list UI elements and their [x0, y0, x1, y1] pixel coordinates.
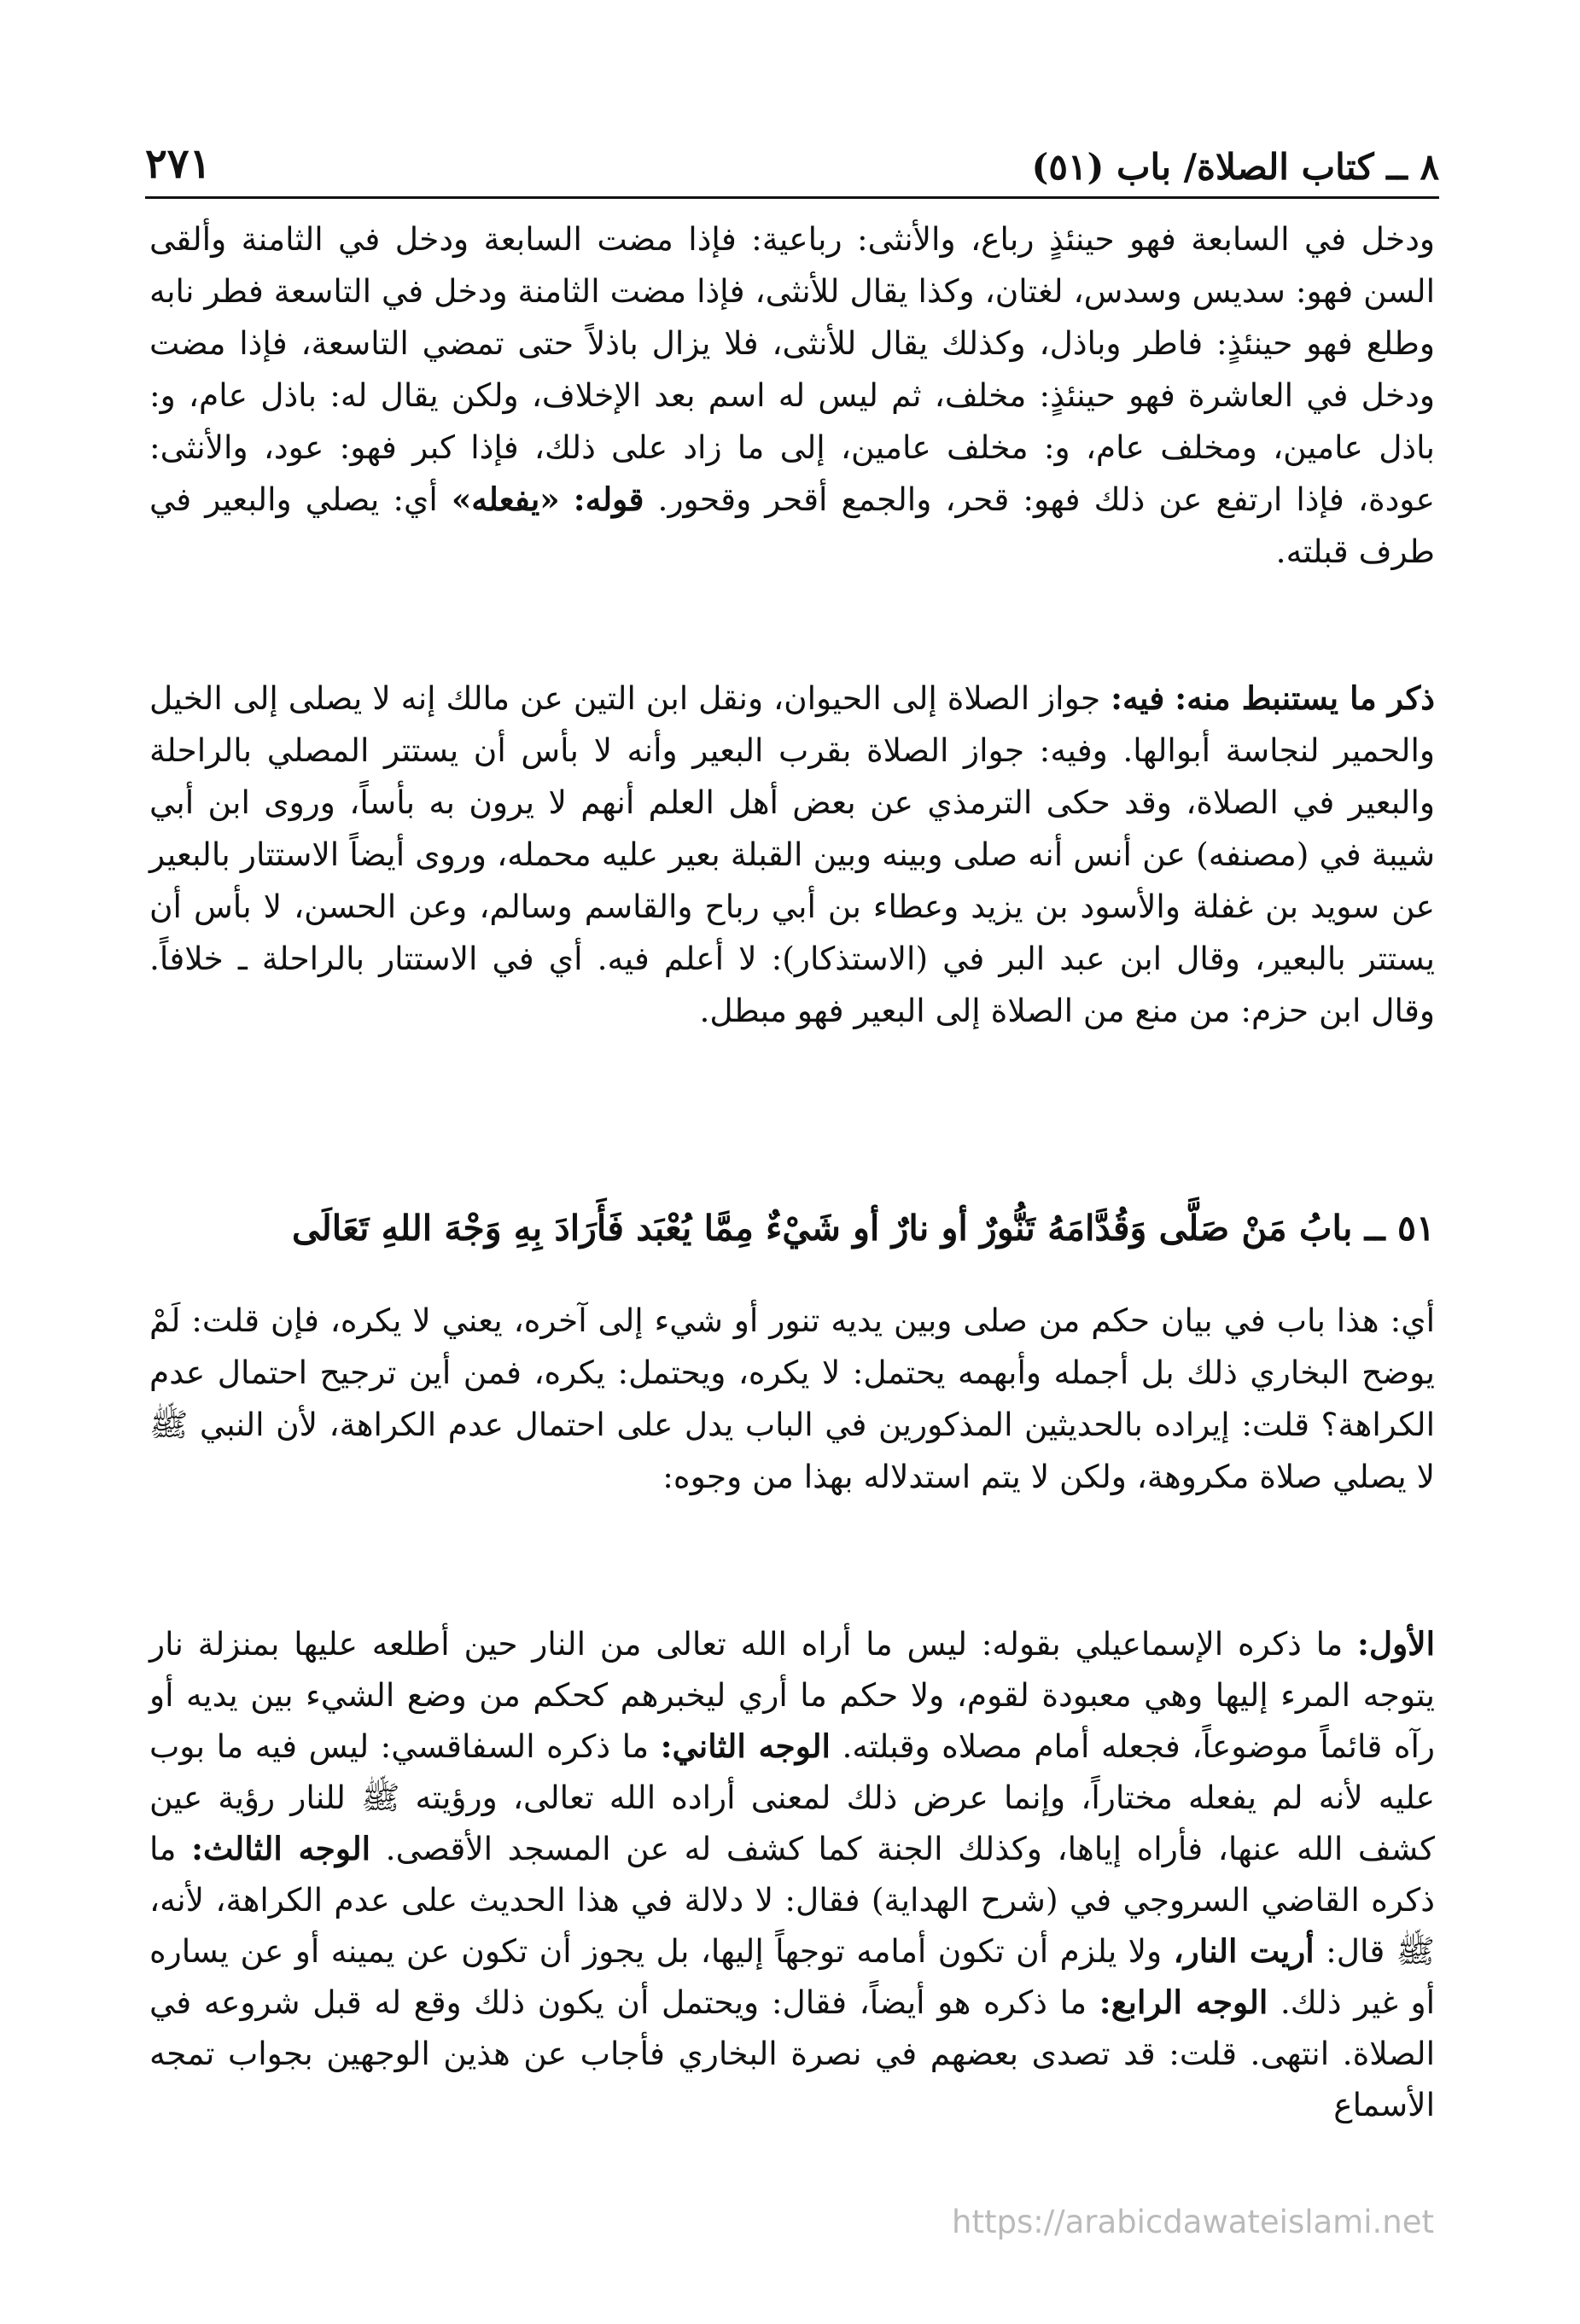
- paragraph-text: أي: يصلي والبعير في طرف قبلته.: [149, 481, 1435, 570]
- paragraph-deductions: [149, 673, 1435, 1037]
- section-label: ذكر ما يستنبط منه:: [1175, 679, 1435, 717]
- running-header: [145, 128, 1439, 199]
- chapter-heading: ٥١ ــ بابُ مَنْ صَلَّى وَقُدَّامَهُ تَنُّورٌ أو نارٌ أو شَيْءٌ مِمَّا يُعْبَد فَأَرَادَ بِهِ وَجْهَ اللهِ تَعَالَى: [292, 1208, 1435, 1249]
- paragraph-text: ما ذكره الإسماعيلي بقوله: ليس ما أراه الله تعالى من النار حين أطلعه عليها بمنزلة نار يتوجه المرء إليها وهي معبودة لقوم، ولا حكم ما أري ليخبرهم كحكم من وضع الشيء بين يديه أو رآه قائماً موضوعاً، فجعله أمام مصلاه وقبلته.: [149, 1625, 1436, 1765]
- aspect-label-second: الوجه الثاني:: [660, 1727, 831, 1765]
- aspect-label-first: الأول:: [1356, 1625, 1435, 1663]
- paragraph-text: جواز الصلاة إلى الحيوان، ونقل ابن التين عن مالك إنه لا يصلى إلى الخيل والحمير لنجاسة أبوالها. وفيه: جواز الصلاة بقرب البعير وأنه لا بأس أن يستتر المصلي بالراحلة والبعير في الصلاة، وقد حكى الترمذي عن بعض أهل العلم أنهم لا يرون به بأساً، وروى ابن أبي شيبة في (مصنفه) عن أنس أنه صلى وبينه وبين القبلة بعير عليه محمله، وروى أيضاً الاستتار بالبعير عن سويد بن غفلة والأسود بن يزيد وعطاء بن أبي رباح والقاسم وسالم، وعن الحسن، لا بأس أن يستتر بالبعير، وقال ابن عبد البر في (الاستذكار): لا أعلم فيه. أي في الاستتار بالراحلة ـ خلافاً. وقال ابن حزم: من منع من الصلاة إلى البعير فهو مبطل.: [149, 679, 1435, 1029]
- paragraph-chapter-explanation: [149, 1295, 1435, 1503]
- website-watermark: https://arabicdawateislami.net: [952, 2204, 1434, 2240]
- page-number: ٢٧١: [145, 140, 212, 188]
- hadith-quote: أريت النار،: [1173, 1932, 1315, 1970]
- aspect-label-fourth: الوجه الرابع:: [1099, 1983, 1268, 2021]
- aspect-label-third: الوجه الثالث:: [191, 1830, 371, 1867]
- bold-label: فيه:: [1111, 679, 1165, 717]
- quoted-word: «يفعله»: [451, 481, 560, 518]
- paragraph-camel-ages: [149, 213, 1435, 578]
- paragraph-text: ولا يلزم أن تكون أمامه توجهاً إليها، بل يجوز أن تكون عن يمينه أو عن يساره أو غير ذلك.: [149, 1932, 1435, 2021]
- paragraph-text: ودخل في السابعة فهو حينئذٍ رباع، والأنثى: رباعية: فإذا مضت السابعة ودخل في الثامنة وألقى السن فهو: سديس وسدس، لغتان، وكذا يقال للأنثى، فإذا مضت الثامنة ودخل في التاسعة فطر نابه وطلع فهو حينئذٍ: فاطر وباذل، وكذلك يقال للأنثى، فلا يزال باذلاً حتى تمضي التاسعة، فإذا مضت ودخل في العاشرة فهو حينئذٍ: مخلف، ثم ليس له اسم بعد الإخلاف، ولكن يقال له: باذل عام، و: باذل عامين، ومخلف عام، و: مخلف عامين، إلى ما زاد على ذلك، فإذا كبر فهو: عود، والأنثى: عودة، فإذا ارتفع عن ذلك فهو: قحر، والجمع أقحر وقحور.: [149, 220, 1436, 518]
- paragraph-text: أي: هذا باب في بيان حكم من صلى وبين يديه تنور أو شيء إلى آخره، يعني لا يكره، فإن قلت: لَمْ يوضح البخاري ذلك بل أجمله وأبهمه يحتمل: لا يكره، ويحتمل: يكره، فمن أين ترجيح احتمال عدم الكراهة؟ قلت: إيراده بالحديثين المذكورين في الباب يدل على احتمال عدم الكراهة، لأن النبي ﷺ لا يصلي صلاة مكروهة، ولكن لا يتم استدلاله بهذا من وجوه:: [149, 1302, 1435, 1495]
- chapter-running-title: ٨ ــ كتاب الصلاة/ باب (٥١): [1031, 146, 1439, 188]
- bold-label: قوله:: [573, 481, 644, 518]
- paragraph-text: ما ذكره هو أيضاً، فقال: ويحتمل أن يكون ذلك وقع له قبل شروعه في الصلاة. انتهى. قلت: قد تصدى بعضهم في نصرة البخاري فأجاب عن هذين الوجهين بجواب تمجه الأسماع: [149, 1983, 1435, 2123]
- paragraph-text: ما ذكره السفاقسي: ليس فيه ما بوب عليه لأنه لم يفعله مختاراً، وإنما عرض ذلك لمعنى أراده الله تعالى، ورؤيته ﷺ للنار رؤية عين كشف الله عنها، فأراه إياها، وكذلك الجنة كما كشف له عن المسجد الأقصى.: [149, 1727, 1435, 1867]
- paragraph-text: ما ذكره القاضي السروجي في (شرح الهداية) فقال: لا دلالة في هذا الحديث على عدم الكراهة، لأنه، ﷺ قال:: [149, 1830, 1435, 1970]
- paragraph-aspects: [149, 1618, 1435, 2130]
